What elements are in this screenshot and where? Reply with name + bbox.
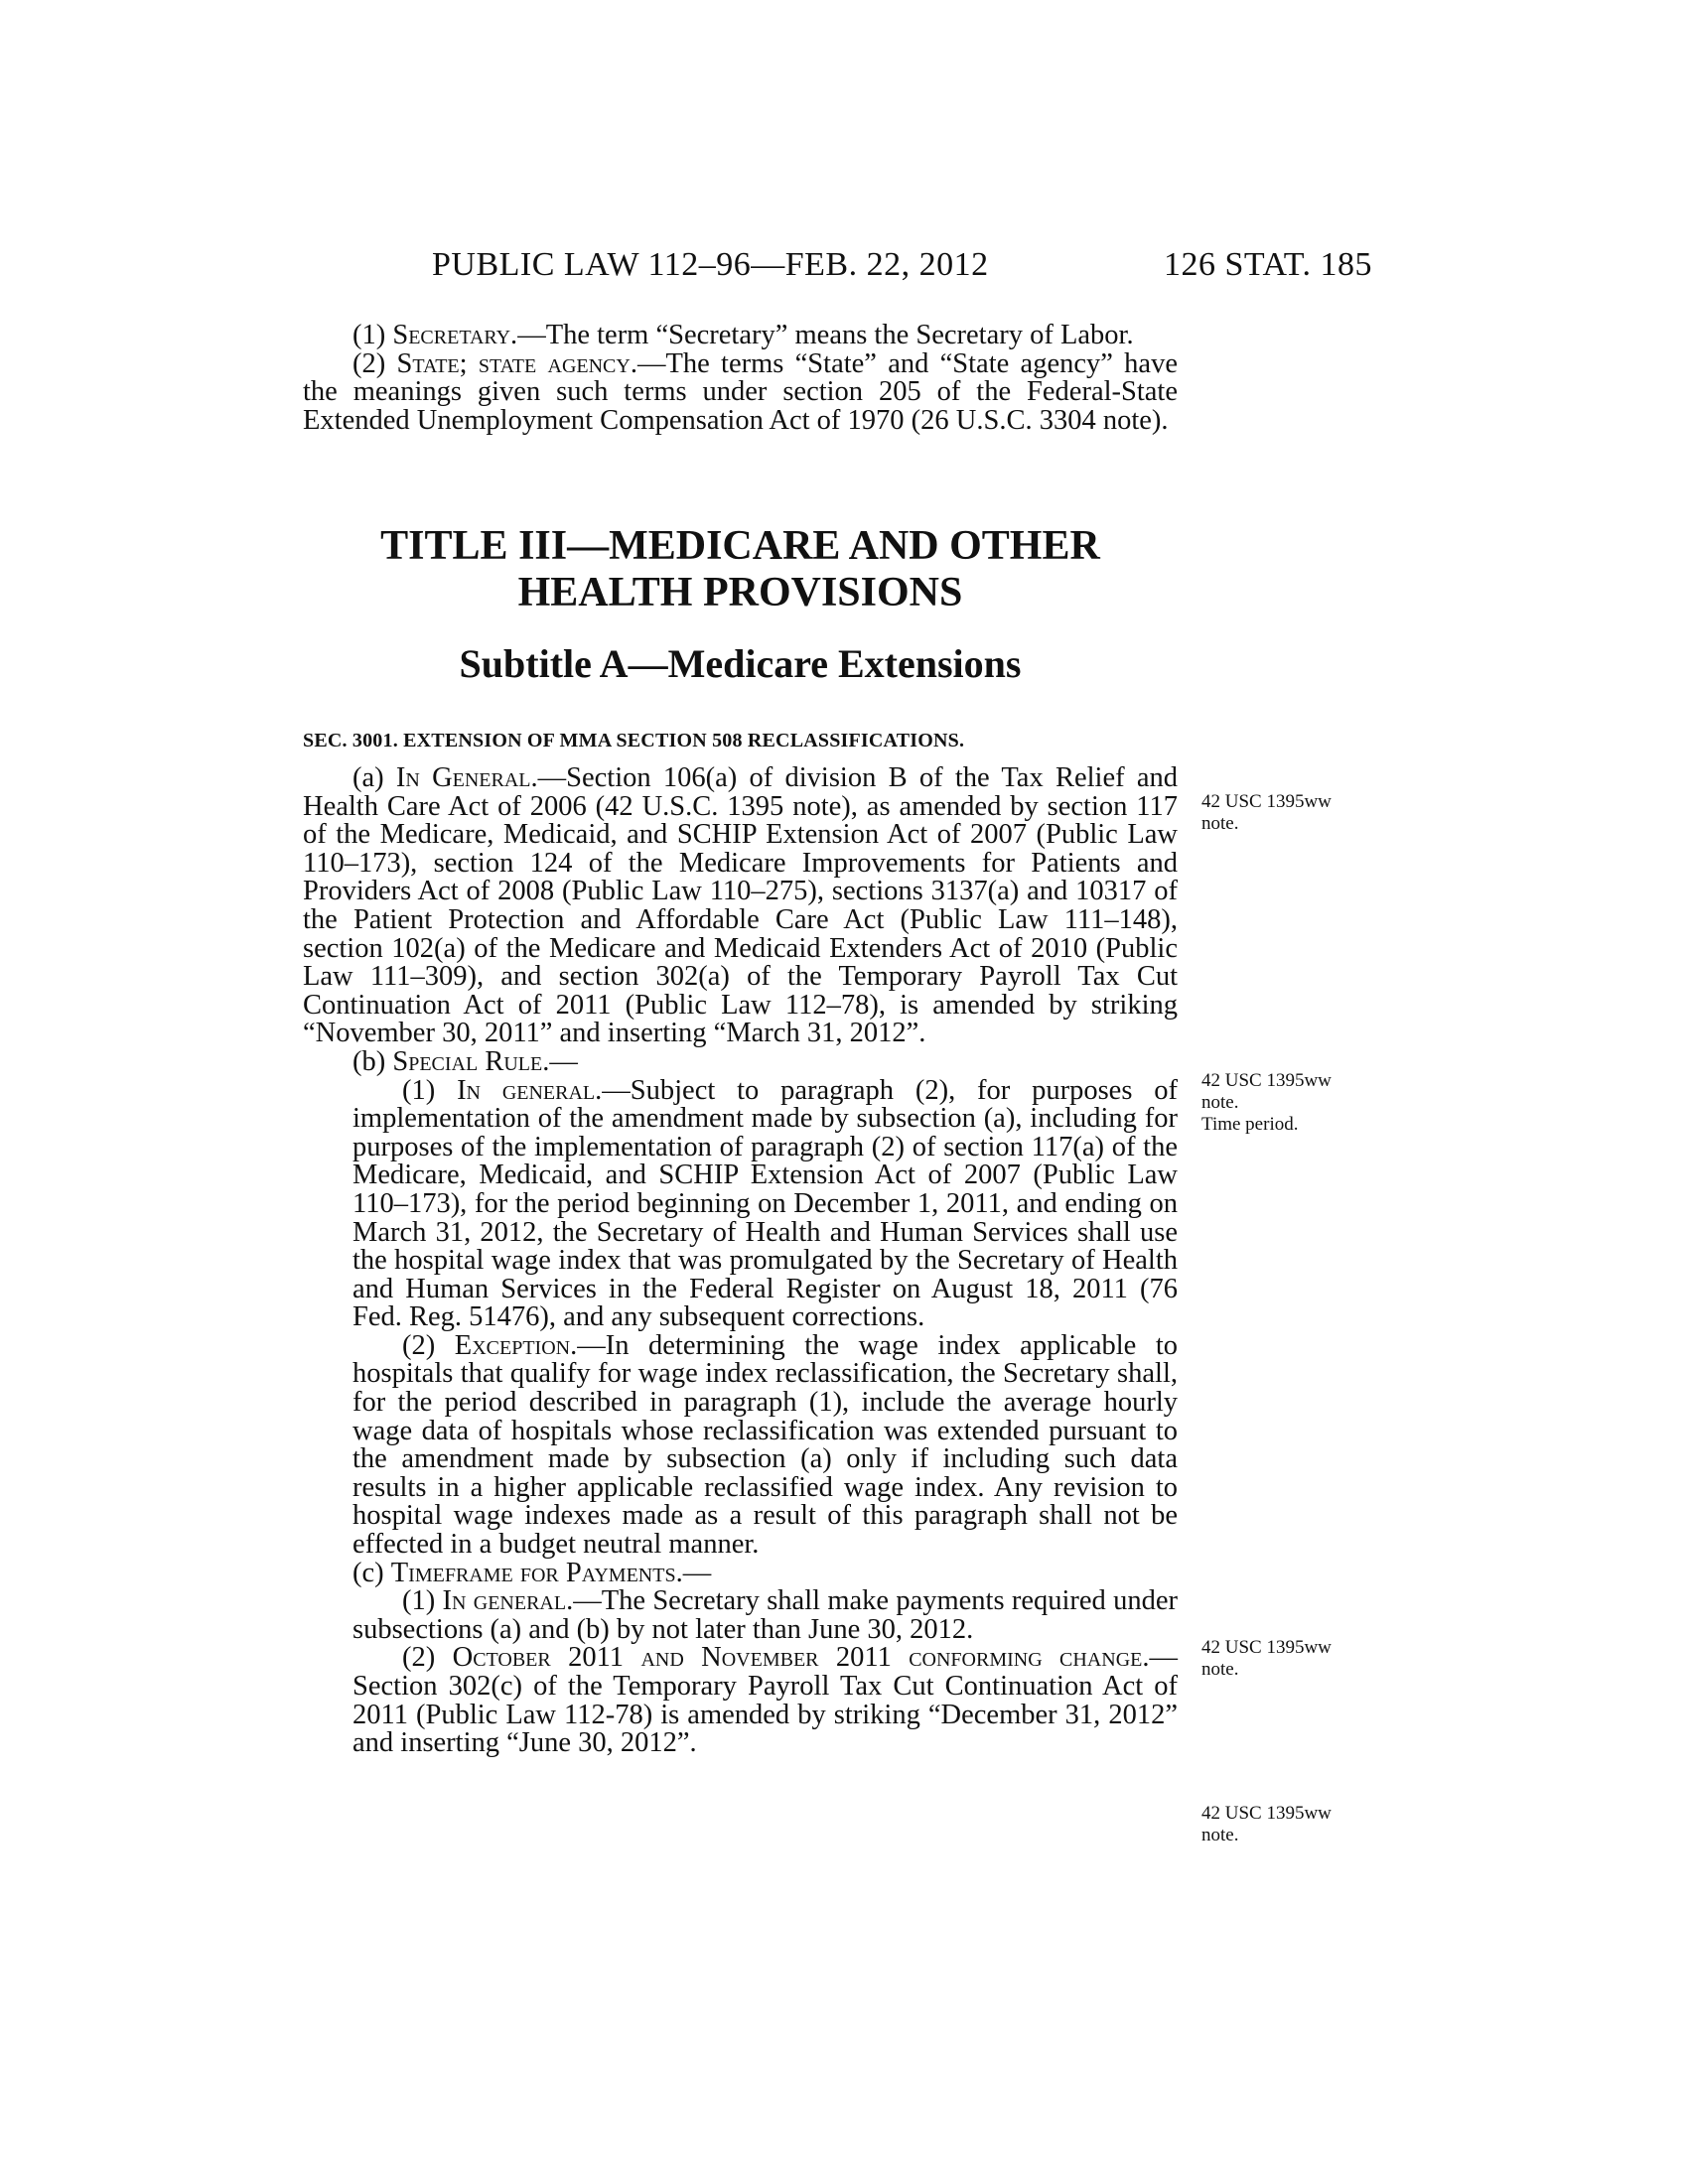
section-heading: SEC. 3001. EXTENSION OF MMA SECTION 508 RECLASSIFICATIONS. (303, 730, 965, 751)
subsection-b: (b) Special Rule.— (352, 1045, 578, 1077)
paragraph-b2: (2) Exception.—In determining the wage index applicable to hospitals that qualify for wage index reclassification, the Secretary shall, for the period described in paragraph (1), include the average hourly wage data of hospitals whose reclassification was extended pursuant to the amendment made by subsection (a) only if including such data results in a higher applicable reclassified wage index. Any revision to hospital wage indexes made as a result of this paragraph shall not be effected in a budget neutral manner. (352, 1329, 1179, 1561)
subsection-c: (c) Timeframe for Payments.— (352, 1557, 712, 1588)
paragraph-c2: (2) October 2011 and November 2011 conforming change.—Section 302(c) of the Temporary Payroll Tax Cut Continuation Act of 2011 (Public Law 112-78) is amended by striking “December 31, 2012” and inserting “June 30, 2012”. (352, 1642, 1179, 1759)
definition-state: (2) State; state agency.—The terms “State” and “State agency” have the meanings given such terms under section 205 of the Federal-State Extended Unemployment Compensation Act of 1970 (26 U.S.C. 3304 note). (303, 347, 1178, 436)
running-header (303, 246, 1372, 296)
paragraph-c1: (1) In general.—The Secretary shall make payments required under subsections (a) and (b) by not later than June 30, 2012. (352, 1585, 1178, 1645)
definition-secretary: (1) Secretary.—The term “Secretary” means the Secretary of Labor. (352, 320, 1134, 350)
section-body (303, 764, 1178, 1758)
paragraph-b1: (1) In general.—Subject to paragraph (2), for purposes of implementation of the amendment made by subsection (a), including for purposes of the implementation of paragraph (2) of section 117(a) of the Medicare, Medicaid, and SCHIP Extension Act of 2007 (Public Law 110–173), for the period beginning on December 1, 2011, and ending on March 31, 2012, the Secretary of Health and Human Services shall use the hospital wage index that was promulgated by the Secretary of Health and Human Services in the Federal Register on August 18, 2011 (76 Fed. Reg. 51476), and any subsequent corrections. (352, 1074, 1178, 1333)
title-heading: TITLE III—MEDICARE AND OTHER HEALTH PROVISIONS (380, 523, 1100, 615)
header-stat-page: 126 STAT. 185 (1164, 246, 1372, 283)
subsection-a: (a) In General.—Section 106(a) of division B of the Tax Relief and Health Care Act of 2006 (42 U.S.C. 1395 note), as amended by section 117 of the Medicare, Medicaid, and SCHIP Extension Act of 2007 (Public Law 110–173), section 124 of the Medicare Improvements for Patients and Providers Act of 2008 (Public Law 110–275), sections 3137(a) and 10317 of the Patient Protection and Affordable Care Act (Public Law 111–148), section 102(a) of the Medicare and Medicaid Extenders Act of 2010 (Public Law 111–309), and section 302(a) of the Temporary Payroll Tax Cut Continuation Act of 2011 (Public Law 112–78), is amended by striking “November 30, 2011” and inserting “March 31, 2012”. (303, 762, 1178, 1049)
subtitle-heading: Subtitle A—Medicare Extensions (459, 641, 1022, 686)
definitions-block (303, 322, 1178, 435)
margin-note-4: 42 USC 1395ww note. (1201, 1803, 1332, 1845)
margin-note-3: 42 USC 1395ww note. (1201, 1637, 1332, 1680)
margin-note-2: 42 USC 1395ww note. Time period. (1201, 1070, 1332, 1135)
margin-note-1: 42 USC 1395ww note. (1201, 791, 1332, 834)
header-public-law: PUBLIC LAW 112–96—FEB. 22, 2012 (432, 246, 989, 283)
